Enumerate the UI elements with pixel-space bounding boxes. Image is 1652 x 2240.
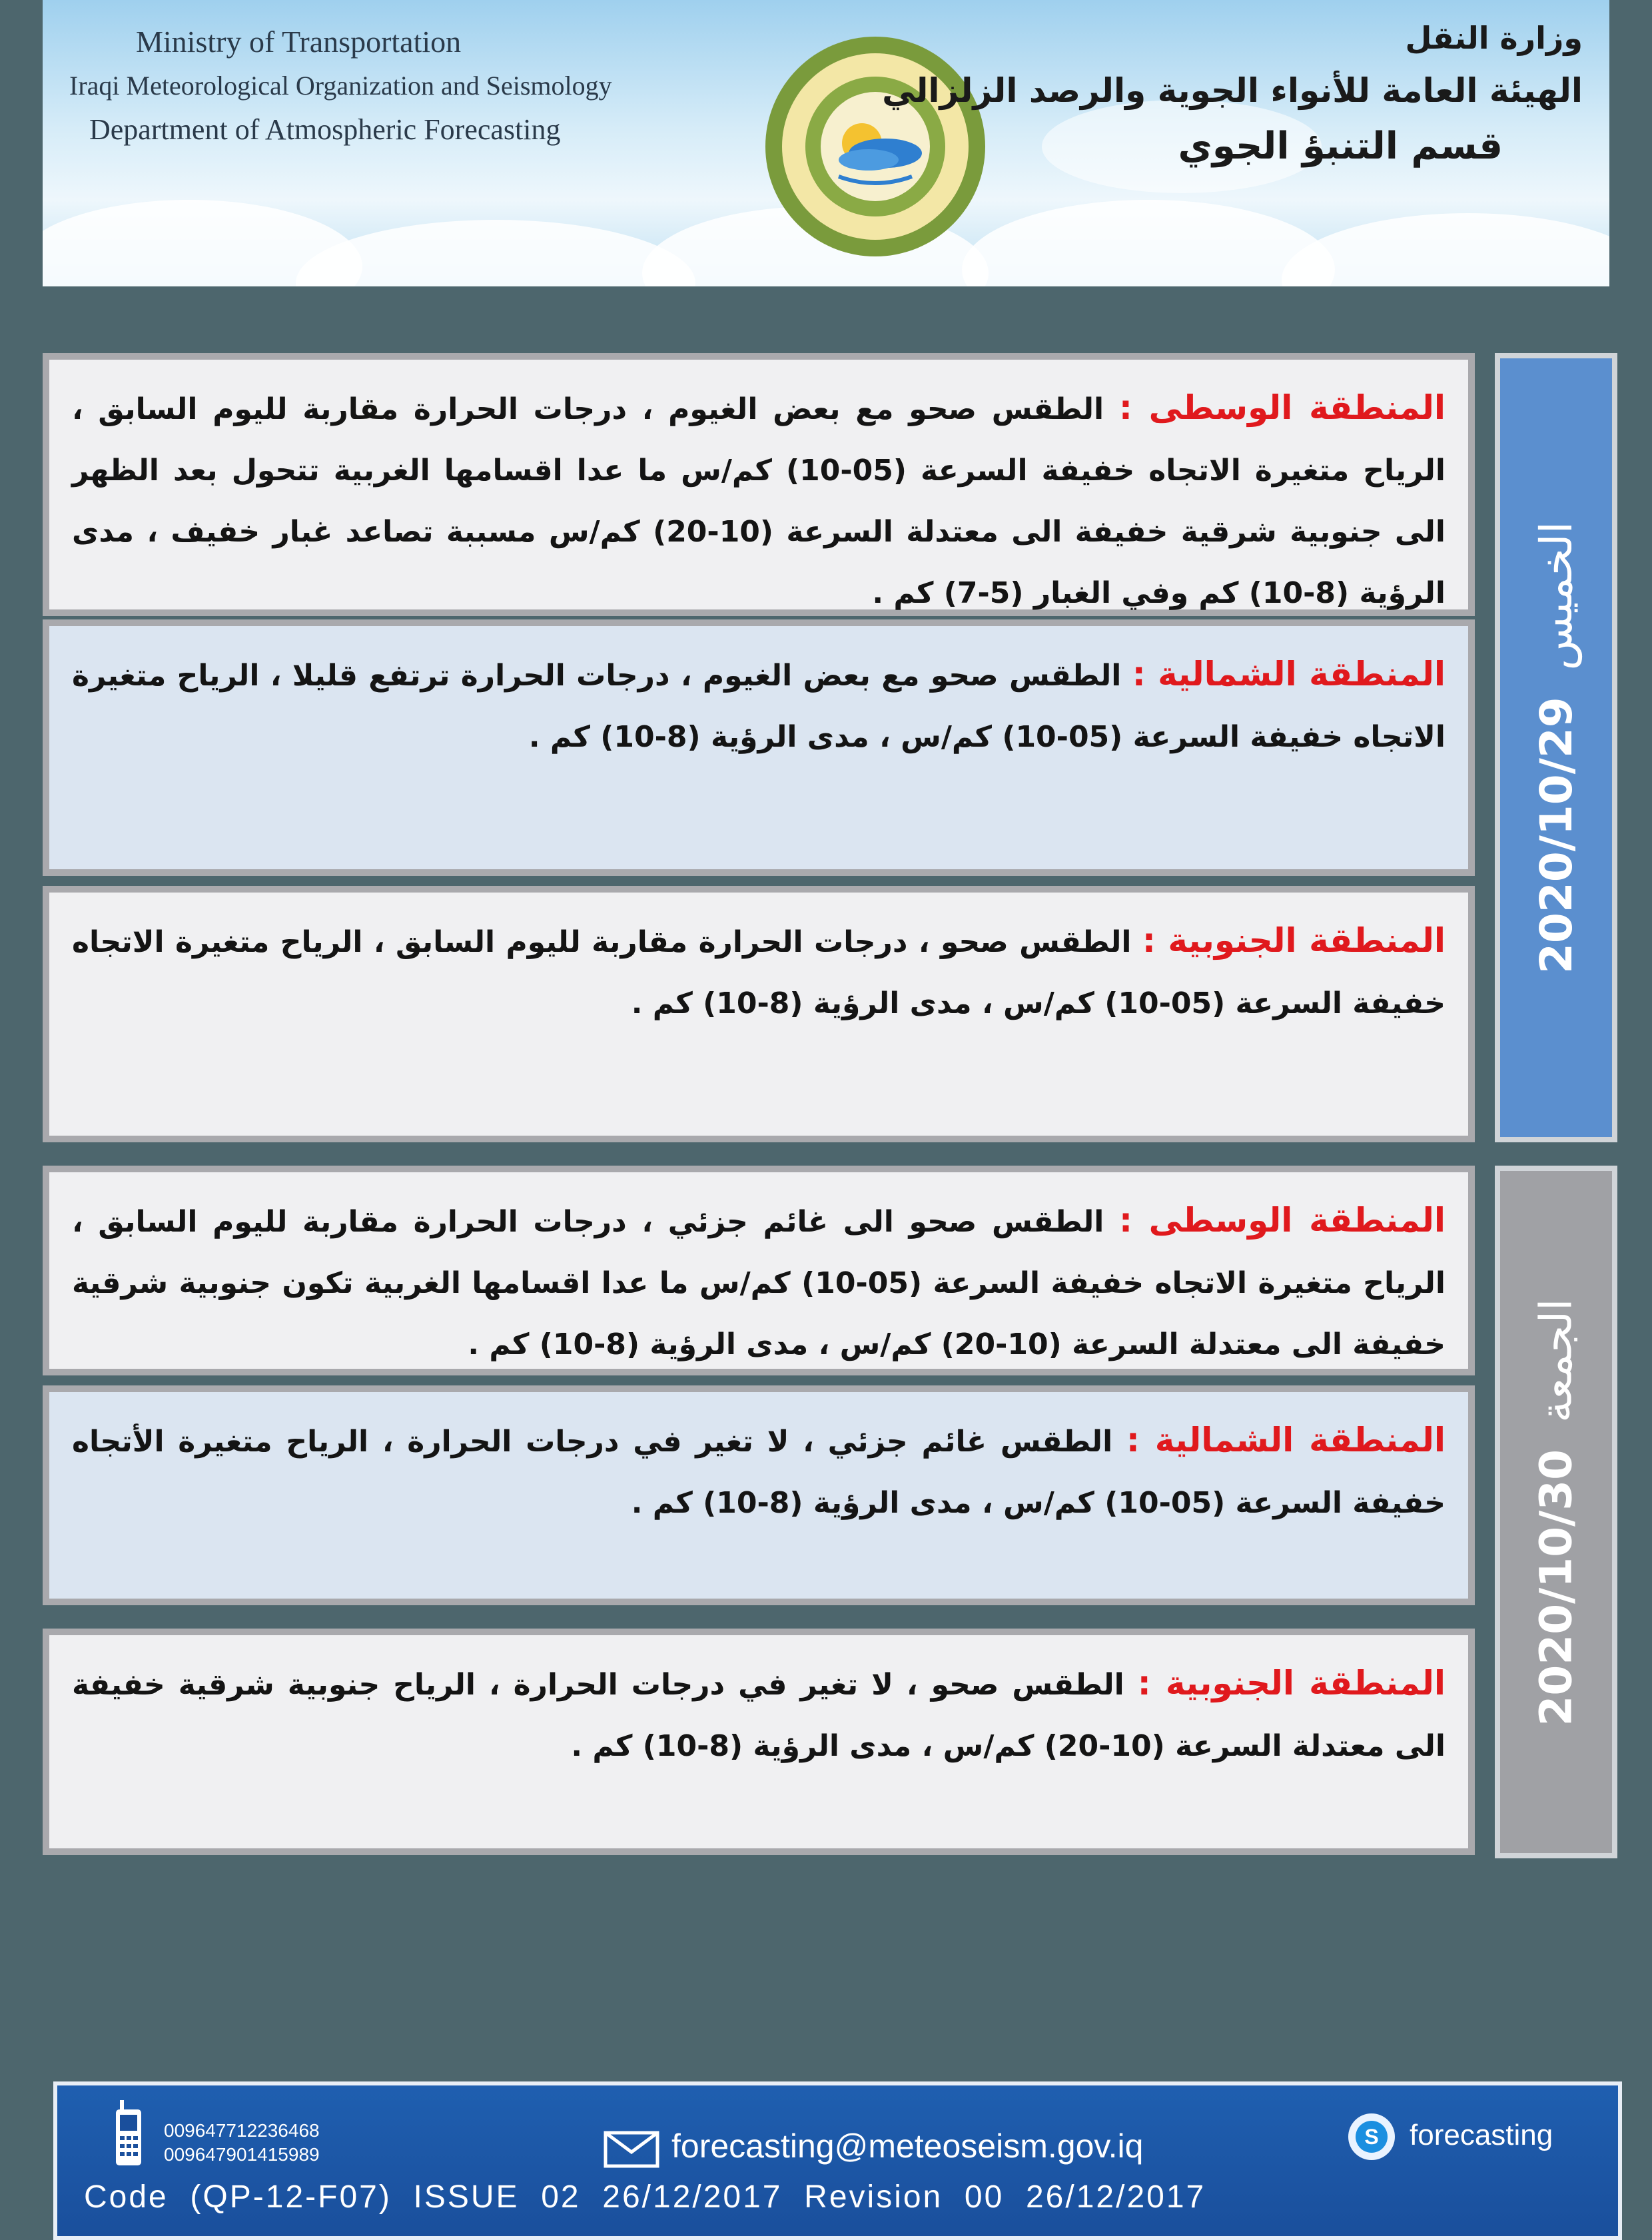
phone-number-1: 009647712236468 [164,2120,320,2141]
organization-name-ar: الهيئة العامة للأنواء الجوية والرصد الزلزالي [882,71,1583,110]
weekday-label: الخميس [1530,522,1582,671]
day-forecast-2 [43,1166,1615,1858]
department-name-ar: قسم التنبؤ الجوي [1178,125,1503,168]
region-title: المنطقة الشمالية : [1132,655,1446,693]
date-label: 2020/10/30 [1530,1449,1582,1726]
region-south [43,1629,1475,1855]
region-title: المنطقة الجنوبية : [1137,1664,1446,1702]
day-forecast-1 [43,353,1615,1142]
region-north [43,619,1475,876]
region-south [43,886,1475,1142]
date-panel-1 [1495,353,1617,1142]
skype-icon [1348,2113,1395,2160]
email-address[interactable]: forecasting@meteoseism.gov.iq [671,2127,1144,2165]
region-text: الطقس صحو ، لا تغير في درجات الحرارة ، الرياح جنوبية شرقية خفيفة الى معتدلة السرعة (10-20) كم/س ، مدى الرؤية (8-10) كم . [72,1668,1446,1763]
region-text: الطقس صحو مع بعض الغيوم ، درجات الحرارة مقاربة لليوم السابق ، الرياح متغيرة الاتجاه خفيفة السرعة (05-10) كم/س ما عدا اقسامها الغربية تتحول بعد الظهر الى جنوبية شرقية خفيفة الى معتدلة السرعة (10-20) كم/س مسببة تصاعد غبار خفيف ، مدى الرؤية (8-10) كم وفي الغبار (5-7) كم . [72,392,1446,610]
mail-icon [604,2131,659,2168]
ministry-name-en: Ministry of Transportation [136,25,462,59]
phone-numbers [164,2119,320,2167]
region-title: المنطقة الجنوبية : [1142,921,1446,960]
date-label: 2020/10/29 [1530,697,1582,974]
region-text: الطقس صحو الى غائم جزئي ، درجات الحرارة مقاربة لليوم السابق ، الرياح متغيرة الاتجاه خفيفة السرعة (05-10) كم/س ما عدا اقسامها الغربية تكون جنوبية شرقية خفيفة الى معتدلة السرعة (10-20) كم/س ، مدى الرؤية (8-10) كم . [72,1205,1446,1361]
date-panel-2 [1495,1166,1617,1858]
phone-icon [115,2100,143,2167]
region-central [43,1166,1475,1375]
english-title-block [69,20,612,152]
region-title: المنطقة الوسطى : [1118,1201,1446,1240]
region-title: المنطقة الوسطى : [1118,388,1446,427]
region-central [43,353,1475,616]
footer-bar [53,2081,1622,2240]
department-name-en: Department of Atmospheric Forecasting [89,113,561,146]
document-code-line: Code (QP-12-F07) ISSUE 02 26/12/2017 Revision 00 26/12/2017 [84,2179,1206,2215]
region-north [43,1385,1475,1605]
svg-text:S: S [1364,2125,1379,2149]
skype-handle[interactable]: forecasting [1410,2119,1553,2151]
region-text: الطقس صحو ، درجات الحرارة مقاربة لليوم السابق ، الرياح متغيرة الاتجاه خفيفة السرعة (05-10) كم/س ، مدى الرؤية (8-10) كم . [72,925,1446,1020]
region-text: الطقس غائم جزئي ، لا تغير في درجات الحرارة ، الرياح متغيرة الأتجاه خفيفة السرعة (05-10) كم/س ، مدى الرؤية (8-10) كم . [72,1425,1446,1520]
ministry-name-ar: وزارة النقل [1405,20,1583,56]
organization-name-en: Iraqi Meteorological Organization and Seismology [69,71,612,101]
weekday-label: الجمعة [1530,1298,1582,1423]
phone-number-2: 009647901415989 [164,2144,320,2165]
arabic-title-block [882,13,1583,175]
region-title: المنطقة الشمالية : [1126,1421,1446,1459]
header-banner [43,0,1609,286]
region-text: الطقس صحو مع بعض الغيوم ، درجات الحرارة ترتفع قليلا ، الرياح متغيرة الاتجاه خفيفة السرعة (05-10) كم/س ، مدى الرؤية (8-10) كم . [72,659,1446,754]
